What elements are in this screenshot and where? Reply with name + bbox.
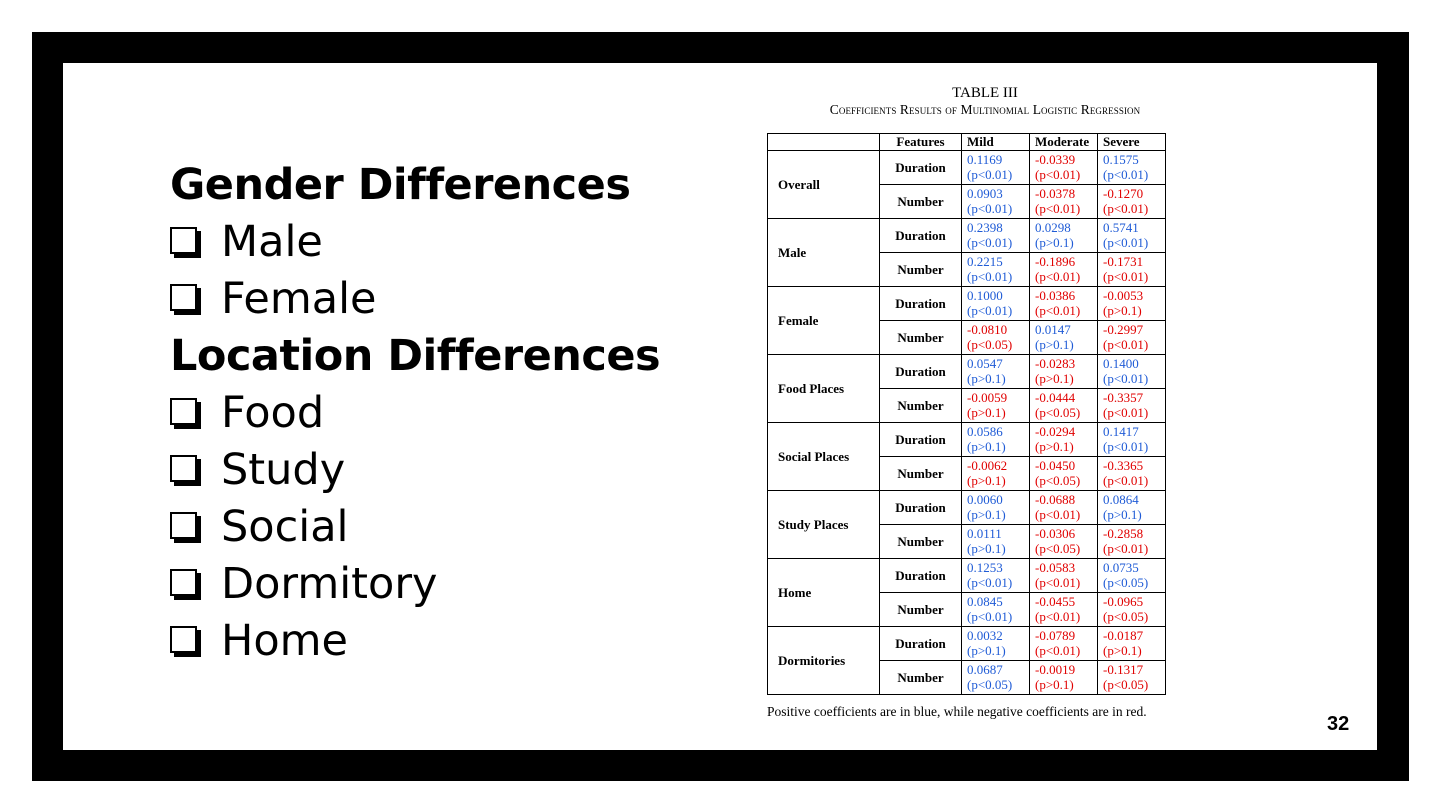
coefficient-cell [1098,151,1166,185]
coefficient-cell [1030,355,1098,389]
feature-label: Duration [880,627,962,661]
table-row [768,423,1166,457]
coefficient-value: 0.0903 [967,186,1003,201]
coefficient-value: -0.3357 [1103,390,1144,405]
feature-label: Number [880,525,962,559]
coefficient-cell [1030,457,1098,491]
coefficient-value: 0.0586 [967,424,1003,439]
coefficient-value: 0.1400 [1103,356,1139,371]
coefficient-value: 0.0735 [1103,560,1139,575]
table-subtitle: Coefficients Results of Multinomial Logistic Regression [829,102,1141,117]
p-value: (p<0.01) [1103,269,1149,284]
table-row [768,355,1166,389]
coefficient-cell [962,423,1030,457]
feature-label: Number [880,389,962,423]
list-item-label: Female [221,274,377,324]
p-value: (p<0.01) [1035,643,1081,658]
coefficient-value: -0.0789 [1035,628,1076,643]
coefficient-value: 0.0547 [967,356,1003,371]
coefficient-cell [1098,355,1166,389]
list-item [170,556,660,613]
p-value: (p<0.01) [1035,507,1081,522]
p-value: (p>0.1) [1035,439,1074,454]
coefficient-cell [1098,661,1166,695]
checkbox-icon [170,512,201,543]
p-value: (p<0.01) [1103,337,1149,352]
coefficient-value: 0.0298 [1035,220,1071,235]
p-value: (p>0.1) [1035,677,1074,692]
coefficient-cell [1030,593,1098,627]
header-cell: Severe [1098,134,1166,151]
p-value: (p<0.01) [1035,609,1081,624]
coefficient-cell [962,253,1030,287]
list-item-label: Social [221,502,349,552]
feature-label: Duration [880,219,962,253]
list-item [170,613,660,670]
coefficient-cell [1098,457,1166,491]
coefficient-value: 0.1575 [1103,152,1139,167]
coefficient-value: -0.3365 [1103,458,1144,473]
group-label: Overall [768,151,880,219]
group-label: Female [768,287,880,355]
coefficient-cell [962,185,1030,219]
p-value: (p<0.01) [967,167,1013,182]
group-label: Study Places [768,491,880,559]
coefficient-value: -0.1270 [1103,186,1144,201]
coefficient-cell [962,627,1030,661]
coefficient-cell [1098,593,1166,627]
feature-label: Number [880,185,962,219]
checkbox-icon [170,626,201,657]
coefficient-value: 0.0845 [967,594,1003,609]
table-header-row [768,134,1166,151]
p-value: (p>0.1) [967,541,1006,556]
p-value: (p<0.01) [967,269,1013,284]
coefficient-cell [1098,389,1166,423]
coefficient-cell [1030,389,1098,423]
table-note: Positive coefficients are in blue, while negative coefficients are in red. [767,704,1147,719]
coefficient-value: -0.0187 [1103,628,1144,643]
coefficient-cell [1030,559,1098,593]
p-value: (p>0.1) [967,473,1006,488]
coefficient-value: 0.0147 [1035,322,1071,337]
p-value: (p>0.1) [1035,371,1074,386]
coefficient-cell [1030,287,1098,321]
coefficient-cell [1098,185,1166,219]
p-value: (p<0.01) [1035,575,1081,590]
p-value: (p<0.01) [1103,201,1149,216]
coefficient-value: -0.0444 [1035,390,1076,405]
table-row [768,559,1166,593]
coefficient-cell [962,321,1030,355]
feature-label: Duration [880,559,962,593]
checkbox-icon [170,284,201,315]
coefficient-cell [1098,219,1166,253]
coefficient-value: -0.0450 [1035,458,1076,473]
coefficient-value: 0.0060 [967,492,1003,507]
table-row [768,491,1166,525]
checkbox-icon [170,455,201,486]
coefficient-cell [1098,287,1166,321]
coefficient-value: 0.0687 [967,662,1003,677]
group-label: Home [768,559,880,627]
coefficient-value: -0.1731 [1103,254,1144,269]
header-cell: Features [880,134,962,151]
coefficient-cell [1030,491,1098,525]
coefficient-cell [1098,321,1166,355]
coefficient-value: -0.2997 [1103,322,1144,337]
coefficient-value: -0.0386 [1035,288,1076,303]
feature-label: Number [880,593,962,627]
checkbox-icon [170,398,201,429]
feature-label: Duration [880,355,962,389]
coefficient-value: 0.1417 [1103,424,1139,439]
p-value: (p<0.01) [1103,439,1149,454]
coefficient-cell [1030,219,1098,253]
coefficient-value: -0.0378 [1035,186,1076,201]
coefficient-cell [1098,491,1166,525]
page-number: 32 [1327,713,1350,735]
coefficient-value: 0.2398 [967,220,1003,235]
coefficient-value: 0.1169 [967,152,1003,167]
coefficient-value: 0.5741 [1103,220,1139,235]
p-value: (p<0.05) [1035,473,1081,488]
coefficients-table [767,133,1166,695]
group-label: Male [768,219,880,287]
coefficient-value: 0.2215 [967,254,1003,269]
coefficient-cell [962,355,1030,389]
p-value: (p<0.01) [967,201,1013,216]
feature-label: Number [880,253,962,287]
list-item-label: Home [221,616,348,666]
coefficient-value: -0.1896 [1035,254,1076,269]
p-value: (p<0.05) [1103,609,1149,624]
coefficient-value: -0.0339 [1035,152,1076,167]
coefficient-cell [1098,627,1166,661]
p-value: (p<0.01) [1035,269,1081,284]
list-item [170,214,660,271]
table-row [768,151,1166,185]
p-value: (p<0.05) [1035,541,1081,556]
p-value: (p<0.01) [1035,167,1081,182]
coefficient-cell [1098,253,1166,287]
feature-label: Duration [880,287,962,321]
coefficient-value: -0.0019 [1035,662,1076,677]
coefficient-cell [962,219,1030,253]
coefficient-cell [1030,525,1098,559]
feature-label: Number [880,661,962,695]
coefficient-cell [962,661,1030,695]
coefficient-value: -0.0810 [967,322,1008,337]
p-value: (p<0.05) [1103,575,1149,590]
coefficient-cell [1030,321,1098,355]
coefficient-cell [962,457,1030,491]
p-value: (p>0.1) [967,405,1006,420]
coefficient-cell [962,389,1030,423]
location-heading: Location Differences [170,331,661,381]
p-value: (p>0.1) [1103,643,1142,658]
p-value: (p>0.1) [967,643,1006,658]
coefficient-value: -0.0688 [1035,492,1076,507]
list-item-label: Study [221,445,346,495]
p-value: (p<0.01) [1103,371,1149,386]
p-value: (p<0.01) [1103,235,1149,250]
p-value: (p<0.05) [1035,405,1081,420]
p-value: (p<0.05) [967,677,1013,692]
coefficient-cell [1098,525,1166,559]
p-value: (p<0.01) [967,235,1013,250]
feature-label: Duration [880,423,962,457]
coefficient-cell [962,559,1030,593]
p-value: (p<0.01) [1103,473,1149,488]
table-row [768,287,1166,321]
table-row [768,627,1166,661]
feature-label: Number [880,457,962,491]
list-item-label: Male [221,217,323,267]
coefficient-value: 0.0111 [967,526,1002,541]
checkbox-icon [170,569,201,600]
list-item [170,385,660,442]
coefficient-cell [962,525,1030,559]
p-value: (p>0.1) [1035,235,1074,250]
p-value: (p>0.1) [1103,507,1142,522]
p-value: (p<0.01) [967,609,1013,624]
header-cell: Mild [962,134,1030,151]
topic-list [170,157,660,670]
coefficient-value: -0.2858 [1103,526,1144,541]
p-value: (p>0.1) [1103,303,1142,318]
coefficient-cell [1030,627,1098,661]
list-item [170,442,660,499]
coefficient-value: -0.0294 [1035,424,1076,439]
table-title: TABLE III [952,85,1018,101]
p-value: (p<0.01) [967,575,1013,590]
coefficient-cell [962,287,1030,321]
p-value: (p>0.1) [1035,337,1074,352]
coefficient-value: -0.0059 [967,390,1008,405]
p-value: (p<0.01) [1035,201,1081,216]
coefficient-cell [1098,559,1166,593]
p-value: (p<0.05) [967,337,1013,352]
p-value: (p<0.01) [1103,167,1149,182]
list-item [170,271,660,328]
gender-heading: Gender Differences [170,160,631,210]
coefficient-value: 0.0032 [967,628,1003,643]
coefficient-cell [962,491,1030,525]
coefficient-value: 0.0864 [1103,492,1139,507]
coefficient-cell [962,151,1030,185]
coefficient-value: -0.1317 [1103,662,1144,677]
coefficient-cell [1030,423,1098,457]
coefficient-value: -0.0965 [1103,594,1144,609]
coefficient-cell [962,593,1030,627]
list-item-label: Food [221,388,325,438]
coefficient-value: -0.0053 [1103,288,1144,303]
p-value: (p<0.01) [1103,405,1149,420]
p-value: (p<0.01) [1103,541,1149,556]
group-label: Food Places [768,355,880,423]
coefficient-cell [1030,185,1098,219]
p-value: (p<0.05) [1103,677,1149,692]
header-cell: Moderate [1030,134,1098,151]
coefficient-cell [1098,423,1166,457]
coefficient-value: -0.0583 [1035,560,1076,575]
checkbox-icon [170,227,201,258]
coefficient-value: -0.0062 [967,458,1008,473]
group-label: Dormitories [768,627,880,695]
results-table-figure [765,85,1205,719]
coefficient-cell [1030,151,1098,185]
group-label: Social Places [768,423,880,491]
coefficient-value: 0.1000 [967,288,1003,303]
list-item [170,499,660,556]
p-value: (p<0.01) [967,303,1013,318]
table-row [768,219,1166,253]
coefficient-cell [1030,661,1098,695]
coefficient-value: -0.0283 [1035,356,1076,371]
coefficient-value: 0.1253 [967,560,1003,575]
feature-label: Duration [880,491,962,525]
feature-label: Duration [880,151,962,185]
p-value: (p<0.01) [1035,303,1081,318]
p-value: (p>0.1) [967,507,1006,522]
coefficient-value: -0.0455 [1035,594,1076,609]
list-item-label: Dormitory [221,559,438,609]
p-value: (p>0.1) [967,439,1006,454]
coefficient-cell [1030,253,1098,287]
feature-label: Number [880,321,962,355]
p-value: (p>0.1) [967,371,1006,386]
header-cell [768,134,880,151]
coefficient-value: -0.0306 [1035,526,1076,541]
